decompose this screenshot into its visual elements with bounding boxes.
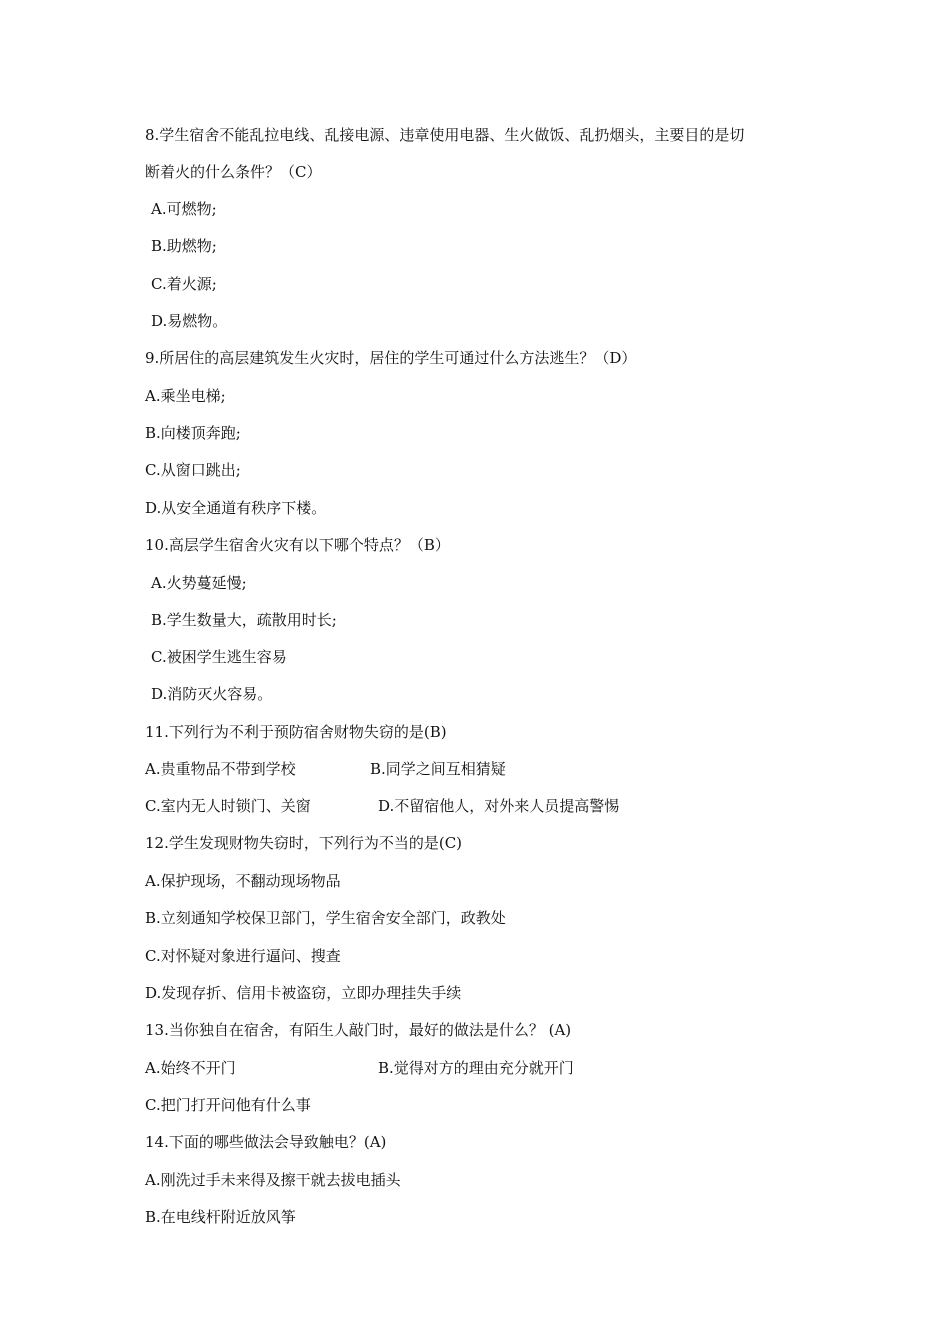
- question-9-option-b: B.向楼顶奔跑;: [145, 424, 241, 442]
- question-11-option-c: C.室内无人时锁门、关窗: [145, 797, 311, 815]
- question-8-stem-line-1: 8.学生宿舍不能乱拉电线、乱接电源、违章使用电器、生火做饭、乱扔烟头，主要目的是切: [145, 126, 745, 144]
- question-8-option-d: D.易燃物。: [151, 312, 228, 330]
- question-10-option-b: B.学生数量大，疏散用时长;: [151, 611, 337, 629]
- question-12-option-c: C.对怀疑对象进行逼问、搜查: [145, 947, 341, 965]
- question-13-option-c: C.把门打开问他有什么事: [145, 1096, 311, 1114]
- question-8-option-b: B.助燃物;: [151, 237, 217, 255]
- question-11-option-a: A.贵重物品不带到学校: [145, 760, 296, 778]
- question-8-stem-line-2: 断着火的什么条件？（C）: [145, 163, 322, 181]
- question-11-option-b: B.同学之间互相猜疑: [370, 760, 506, 778]
- question-12-option-a: A.保护现场，不翻动现场物品: [145, 872, 341, 890]
- question-12-option-b: B.立刻通知学校保卫部门，学生宿舍安全部门，政教处: [145, 909, 506, 927]
- question-11-stem: 11.下列行为不利于预防宿舍财物失窃的是(B): [145, 723, 447, 741]
- question-12-stem: 12.学生发现财物失窃时，下列行为不当的是(C): [145, 834, 463, 852]
- question-12-option-d: D.发现存折、信用卡被盗窃，立即办理挂失手续: [145, 984, 462, 1002]
- question-8-option-a: A.可燃物;: [151, 200, 217, 218]
- question-13-stem: 13.当你独自在宿舍，有陌生人敲门时，最好的做法是什么？ (A): [145, 1021, 572, 1039]
- question-13-option-b: B.觉得对方的理由充分就开门: [378, 1059, 574, 1077]
- question-9-stem: 9.所居住的高层建筑发生火灾时，居住的学生可通过什么方法逃生？（D）: [145, 349, 637, 367]
- question-9-option-d: D.从安全通道有秩序下楼。: [145, 499, 327, 517]
- question-9-option-c: C.从窗口跳出;: [145, 461, 241, 479]
- question-10-option-c: C.被困学生逃生容易: [151, 648, 287, 666]
- question-14-option-a: A.刚洗过手未来得及擦干就去拔电插头: [145, 1171, 401, 1189]
- question-10-option-d: D.消防灭火容易。: [151, 685, 273, 703]
- question-10-stem: 10.高层学生宿舍火灾有以下哪个特点？（B）: [145, 536, 450, 554]
- question-13-option-a: A.始终不开门: [145, 1059, 236, 1077]
- question-14-option-b: B.在电线杆附近放风筝: [145, 1208, 296, 1226]
- question-10-option-a: A.火势蔓延慢;: [151, 574, 247, 592]
- question-8-option-c: C.着火源;: [151, 275, 217, 293]
- question-11-option-d: D.不留宿他人，对外来人员提高警惕: [378, 797, 620, 815]
- question-14-stem: 14.下面的哪些做法会导致触电？(A): [145, 1133, 387, 1151]
- question-9-option-a: A.乘坐电梯;: [145, 387, 226, 405]
